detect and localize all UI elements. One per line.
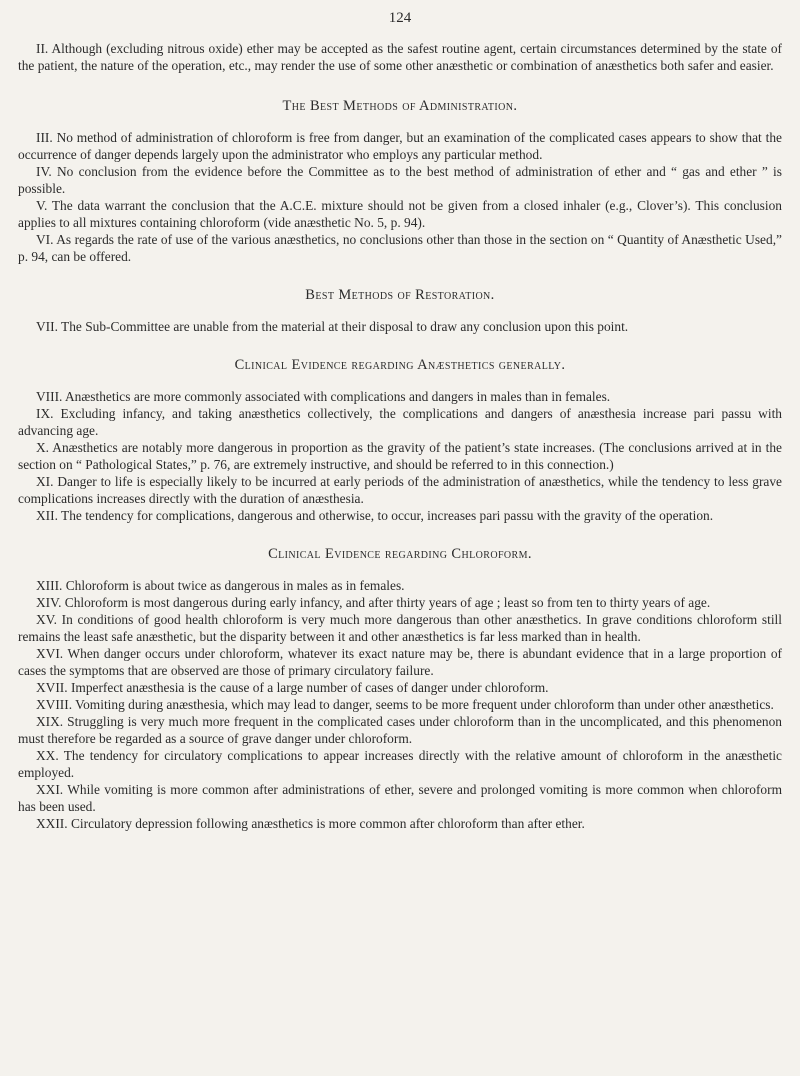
paragraph-xii: XII. The tendency for complications, dangerous and otherwise, to occur, increases pari passu with the gravity of the operation. xyxy=(36,508,714,523)
paragraph-xx: XX. The tendency for circulatory complications to appear increases directly with the relative amount of chloroform in the anæsthetic employed. xyxy=(18,748,782,780)
paragraph-xiv: XIV. Chloroform is most dangerous during early infancy, and after thirty years of age ; least so from ten to thirty years of age. xyxy=(36,595,711,610)
paragraph-xxii: XXII. Circulatory depression following anæsthetics is more common after chloroform than after ether. xyxy=(36,816,585,831)
paragraph-iii: III. No method of administration of chloroform is free from danger, but an examination of the complicated cases appears to show that the occurrence of danger depends largely upon the administrator who employs any particular method. xyxy=(18,130,782,162)
paragraph-vi: VI. As regards the rate of use of the various anæsthetics, no conclusions other than those in the section on “ Quantity of Anæsthetic Used,” p. 94, can be offered. xyxy=(18,232,782,264)
paragraph-viii: VIII. Anæsthetics are more commonly associated with complications and dangers in males than in females. xyxy=(36,389,611,404)
paragraph-ix: IX. Excluding infancy, and taking anæsthetics collectively, the complications and dangers of anæsthesia increase pari passu with advancing age. xyxy=(18,406,782,438)
paragraph-x: X. Anæsthetics are notably more dangerous in proportion as the gravity of the patient’s state increases. (The conclusions arrived at in the section on “ Pathological States,” p. 76, are extremely instructive, and should be referred to in this connection.) xyxy=(18,440,782,472)
heading-restoration: Best Methods of Restoration. xyxy=(305,287,495,303)
paragraph-xi: XI. Danger to life is especially likely to be incurred at early periods of the administration of anæsthetics, while the tendency to less grave complications increases directly with the duration of anæsthesia. xyxy=(18,474,782,506)
paragraph-xvii: XVII. Imperfect anæsthesia is the cause of a large number of cases of danger under chloroform. xyxy=(36,680,549,695)
paragraph-vii: VII. The Sub-Committee are unable from the material at their disposal to draw any conclusion upon this point. xyxy=(36,319,629,334)
paragraph-xviii: XVIII. Vomiting during anæsthesia, which may lead to danger, seems to be more frequent under chloroform than under other anæsthetics. xyxy=(36,697,774,712)
page-number: 124 xyxy=(388,10,412,26)
page-body xyxy=(18,40,782,832)
paragraph-xvi: XVI. When danger occurs under chloroform, whatever its exact nature may be, there is abundant evidence that in a large proportion of cases the symptoms that are observed are those of primary circulatory failure. xyxy=(18,646,782,678)
heading-administration: The Best Methods of Administration. xyxy=(282,98,518,114)
paragraph-xiii: XIII. Chloroform is about twice as dangerous in males as in females. xyxy=(36,578,405,593)
paragraph-iv: IV. No conclusion from the evidence before the Committee as to the best method of administration of ether and “ gas and ether ” is possible. xyxy=(18,164,782,196)
paragraph-ii: II. Although (excluding nitrous oxide) ether may be accepted as the safest routine agent, certain circumstances determined by the state of the patient, the nature of the operation, etc., may render the use of some other anæsthetic or combination of anæsthetics both safer and easier. xyxy=(18,41,782,73)
heading-chloroform: Clinical Evidence regarding Chloroform. xyxy=(268,546,532,562)
paragraph-xix: XIX. Struggling is very much more frequent in the complicated cases under chloroform than in the uncomplicated, and this phenomenon must therefore be regarded as a source of grave danger under chloroform. xyxy=(18,714,782,746)
paragraph-xv: XV. In conditions of good health chloroform is very much more dangerous than other anæsthetics. In grave conditions chloroform still remains the least safe anæsthetic, but the disparity between it and other anæsthetics is far less marked than in health. xyxy=(18,612,782,644)
paragraph-xxi: XXI. While vomiting is more common after administrations of ether, severe and prolonged vomiting is more common when chloroform has been used. xyxy=(18,782,782,814)
heading-anaesthetics-generally: Clinical Evidence regarding Anæsthetics generally. xyxy=(234,357,566,373)
paragraph-v: V. The data warrant the conclusion that the A.C.E. mixture should not be given from a closed inhaler (e.g., Clover’s). This conclusion applies to all mixtures containing chloroform (vide anæsthetic No. 5, p. 94). xyxy=(18,198,782,230)
